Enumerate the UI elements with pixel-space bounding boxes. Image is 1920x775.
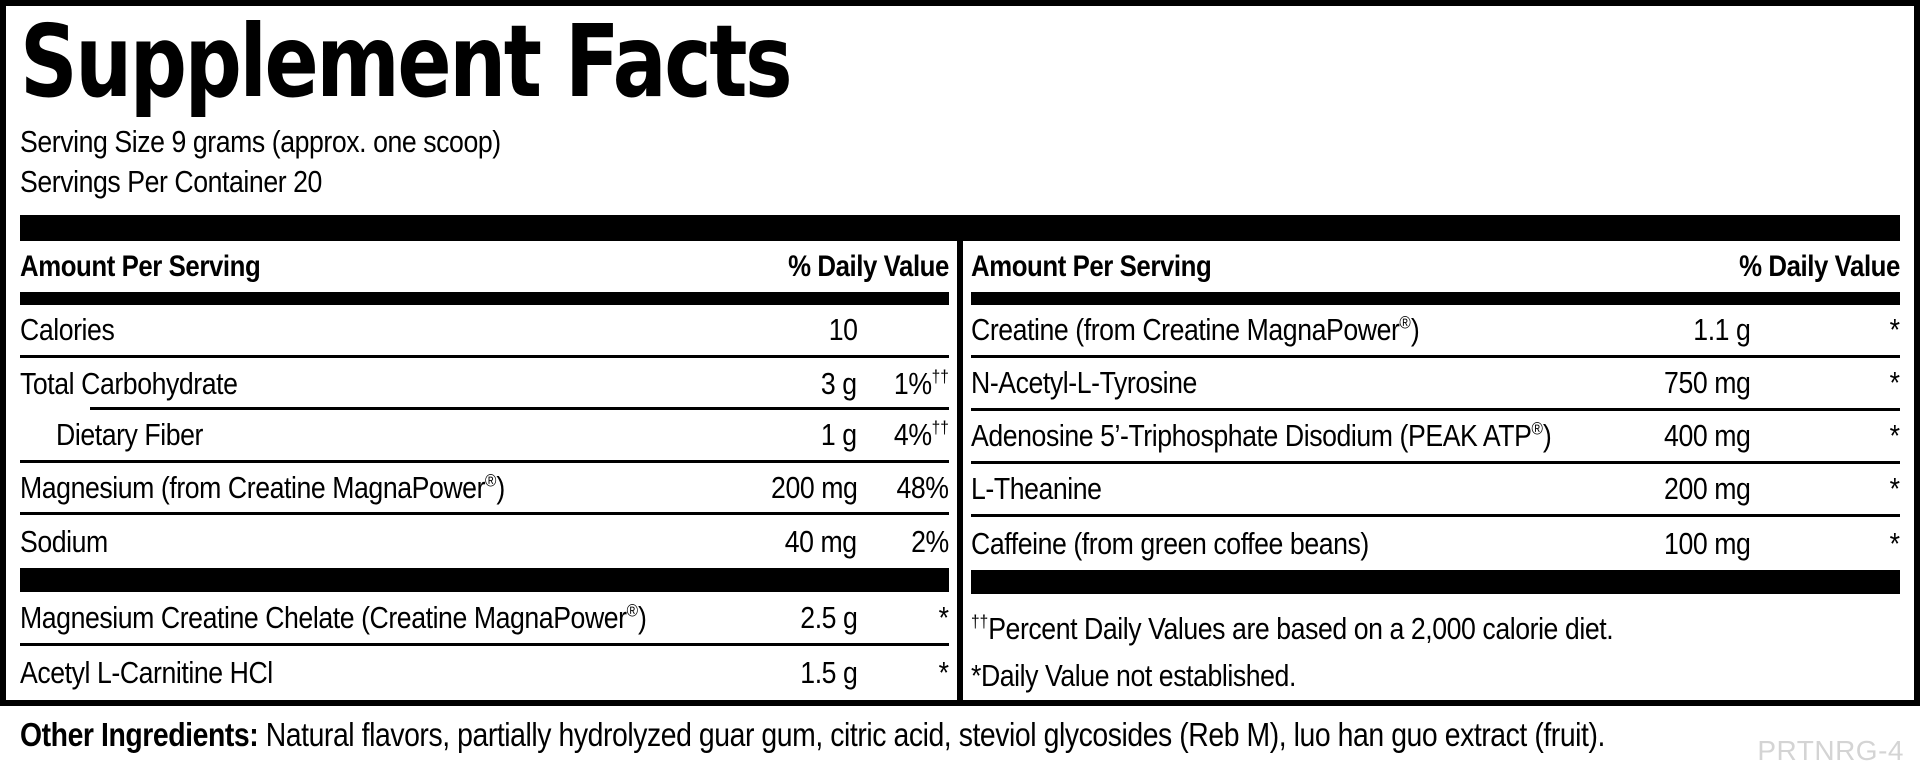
ingredient-amount: 3 g — [821, 365, 857, 401]
serving-size-line: Serving Size 9 grams (approx. one scoop) — [20, 124, 501, 159]
ingredient-name: L-Theanine — [971, 471, 1102, 507]
ingredient-name: Sodium — [20, 523, 108, 559]
ingredient-daily-value: 48% — [896, 469, 949, 505]
table-row-l-theanine — [971, 464, 1900, 517]
footnote-daily-values: ††Percent Daily Values are based on a 2,000 calorie diet. — [971, 611, 1614, 647]
left-lower-rows — [20, 592, 949, 700]
ingredient-daily-value — [857, 312, 949, 348]
ingredient-name: Calories — [20, 311, 115, 347]
table-row-caffeine — [971, 517, 1900, 570]
ingredient-daily-value: * — [1890, 418, 1900, 454]
divider-bar-mid-right — [971, 570, 1900, 594]
column-divider — [957, 241, 963, 700]
table-row-magnesium-creatine-chelate — [20, 592, 949, 646]
table-row-magnesium — [20, 463, 949, 516]
other-ingredients-label: Other Ingredients: — [20, 716, 259, 753]
ingredient-name: Magnesium Creatine Chelate (Creatine MagnaPower®) — [20, 599, 647, 635]
other-ingredients — [20, 716, 1863, 754]
product-code: PRTNRG-4 — [1757, 735, 1904, 766]
footnotes — [971, 594, 1900, 699]
header-amount-per-serving: Amount Per Serving — [971, 249, 1212, 283]
ingredient-name: Caffeine (from green coffee beans) — [971, 525, 1369, 561]
column-right-header — [971, 241, 1900, 292]
table-row-n-acetyl-l-tyrosine — [971, 358, 1900, 411]
ingredient-amount: 200 mg — [1663, 471, 1750, 507]
header-amount-per-serving: Amount Per Serving — [20, 249, 261, 283]
divider-bar-header-right — [971, 292, 1900, 305]
column-left — [20, 241, 949, 700]
servings-per-container-line: Servings Per Container 20 — [20, 163, 322, 199]
table-row-adenosine-triphosphate — [971, 411, 1900, 464]
table-row-dietary-fiber — [20, 410, 949, 463]
ingredient-name: Adenosine 5’-Triphosphate Disodium (PEAK ATP®) — [971, 418, 1552, 454]
ingredient-amount: 1.1 g — [1692, 312, 1750, 348]
header-daily-value: % Daily Value — [1739, 249, 1900, 283]
ingredient-name: Acetyl L-Carnitine HCl — [20, 655, 273, 691]
ingredient-name: Dietary Fiber — [56, 416, 204, 452]
facts-columns — [20, 241, 1900, 700]
ingredient-amount: 400 mg — [1663, 418, 1750, 454]
ingredient-amount: 100 mg — [1663, 525, 1750, 561]
column-right — [971, 241, 1900, 700]
divider-bar-top — [20, 215, 1900, 241]
panel-title: Supplement Facts — [20, 3, 791, 120]
header-daily-value: % Daily Value — [788, 249, 949, 283]
ingredient-daily-value: 2% — [911, 523, 949, 559]
ingredient-name: Creatine (from Creatine MagnaPower®) — [971, 312, 1420, 348]
ingredient-daily-value: * — [1890, 365, 1900, 401]
ingredient-daily-value: * — [939, 599, 949, 635]
serving-info — [20, 122, 1900, 201]
table-row-creatine — [971, 305, 1900, 358]
ingredient-name: Total Carbohydrate — [20, 365, 238, 401]
footnote-not-established: *Daily Value not established. — [971, 657, 1296, 693]
ingredient-amount: 1.5 g — [799, 655, 857, 691]
table-row-total-carbohydrate — [20, 358, 949, 411]
ingredient-amount: 10 — [828, 311, 857, 347]
ingredient-amount: 2.5 g — [799, 599, 857, 635]
ingredient-name: Magnesium (from Creatine MagnaPower®) — [20, 469, 505, 505]
ingredient-daily-value: * — [1890, 525, 1900, 561]
ingredient-daily-value: 1%†† — [894, 365, 949, 401]
ingredient-daily-value: 4%†† — [894, 416, 949, 452]
ingredient-amount: 40 mg — [785, 523, 857, 559]
divider-bar-mid-left — [20, 568, 949, 592]
ingredient-amount: 200 mg — [770, 469, 857, 505]
ingredient-daily-value: * — [1890, 471, 1900, 507]
ingredient-amount: 1 g — [821, 416, 857, 452]
column-left-header — [20, 241, 949, 292]
table-row-sodium — [20, 515, 949, 568]
table-row-calories — [20, 305, 949, 358]
ingredient-daily-value: * — [939, 655, 949, 691]
other-ingredients-text: Natural flavors, partially hydrolyzed guar gum, citric acid, steviol glycosides (Reb M), luo han guo extract (fruit). — [258, 716, 1605, 753]
table-row-acetyl-l-carnitine — [20, 646, 949, 700]
ingredient-daily-value: * — [1890, 312, 1900, 348]
ingredient-name: N-Acetyl-L-Tyrosine — [971, 365, 1197, 401]
divider-bar-header-left — [20, 292, 949, 305]
ingredient-amount: 750 mg — [1663, 365, 1750, 401]
